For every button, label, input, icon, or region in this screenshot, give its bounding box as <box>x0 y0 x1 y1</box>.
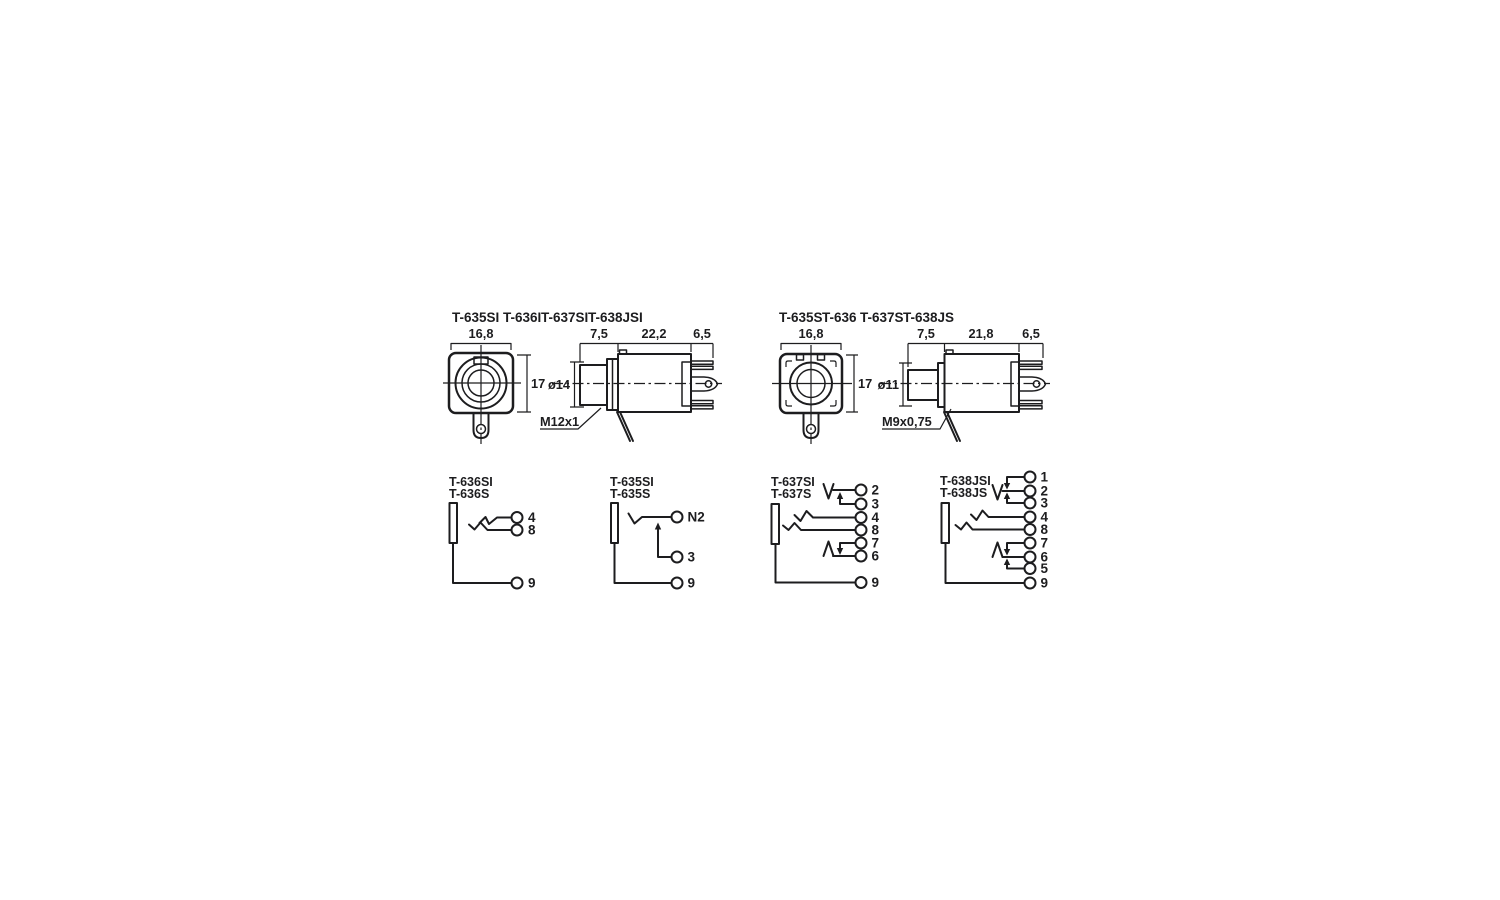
pin <box>691 406 713 409</box>
terminal-label: 3 <box>1040 495 1049 511</box>
threaded-bushing <box>908 370 938 400</box>
model-name: T-638JSI <box>588 310 643 325</box>
up-arrowhead <box>837 492 843 499</box>
schematic-t637 <box>771 475 880 590</box>
body-length-dim: 22,2 <box>641 326 667 341</box>
terminal-circle <box>856 538 867 549</box>
pin <box>1019 406 1042 409</box>
terminal-label: 9 <box>871 575 880 590</box>
switch-lever <box>617 412 633 441</box>
sleeve-wire <box>776 544 856 583</box>
terminal-circle <box>856 577 867 588</box>
terminal-label: 4 <box>528 510 536 525</box>
schematic-title: T-638JS <box>940 486 988 500</box>
schematic-t636 <box>449 475 536 591</box>
left-side-view <box>540 326 722 441</box>
pin <box>691 366 713 369</box>
tip-contact-wire <box>795 511 856 521</box>
terminal-label: 9 <box>528 575 536 591</box>
down-arrowhead <box>1004 483 1010 490</box>
terminal-label: 1 <box>1040 469 1049 485</box>
terminal-circle <box>1025 498 1036 509</box>
schematic-title: T-636S <box>449 487 490 501</box>
thread-spec: M12x1 <box>540 414 580 429</box>
up-arrowhead <box>1004 559 1010 566</box>
v-contact-symbol <box>993 485 1003 500</box>
terminal-circle <box>672 552 683 563</box>
terminal-circle <box>1025 578 1036 589</box>
left-group-header <box>452 310 643 325</box>
pin <box>1019 366 1042 369</box>
pin <box>1019 361 1042 364</box>
terminal-label: 8 <box>528 522 536 538</box>
sleeve-wire <box>453 543 512 583</box>
front-height-dim: 17 <box>858 376 873 391</box>
sleeve-wire <box>946 543 1025 583</box>
terminal-label: 7 <box>1040 535 1049 551</box>
break-contact-wire <box>1007 496 1024 503</box>
schematic-t635 <box>610 475 705 591</box>
bushing-diameter-dim: ø11 <box>877 377 899 392</box>
pin <box>1019 401 1042 404</box>
terminal-label: 8 <box>871 522 880 538</box>
bushing-length-dim: 7,5 <box>590 326 608 341</box>
schematic-title: T-635SI <box>610 475 654 489</box>
terminal-circle <box>856 485 867 496</box>
terminal-circle <box>1025 563 1036 574</box>
terminal-label: 2 <box>871 482 880 498</box>
tip-contact-wire <box>971 511 1024 521</box>
model-name: T-635S <box>779 310 823 325</box>
bushing-diameter-dim: ø14 <box>547 377 570 392</box>
peak-contact-symbol <box>993 543 1003 558</box>
front-width-dim: 16,8 <box>468 326 494 341</box>
schematic-title: T-635S <box>610 487 651 501</box>
bushing-length-dim: 7,5 <box>917 326 935 341</box>
pin <box>691 401 713 404</box>
terminal-circle <box>512 578 523 589</box>
terminal-label: 6 <box>871 548 880 564</box>
terminal-circle <box>1025 552 1036 563</box>
jack-body-symbol <box>942 503 950 543</box>
terminal-circle <box>672 512 683 523</box>
down-arrowhead <box>837 548 843 555</box>
v-contact-symbol <box>824 484 834 499</box>
schematic-title: T-636SI <box>449 475 493 489</box>
contact-wire <box>783 523 856 530</box>
front-height-dim: 17 <box>531 376 546 391</box>
peak-contact-symbol <box>824 542 834 557</box>
body-step <box>620 350 627 354</box>
up-arrowhead <box>655 523 661 530</box>
body-step <box>946 350 953 354</box>
terminal-label: 6 <box>1040 549 1049 565</box>
terminal-label: 5 <box>1040 561 1049 576</box>
jack-body-symbol <box>611 503 618 543</box>
top-notch <box>797 355 804 361</box>
top-notch <box>818 355 825 361</box>
terminal-circle <box>1025 538 1036 549</box>
tip-contact-wire <box>629 514 672 524</box>
terminal-label: N2 <box>687 509 705 525</box>
terminal-label: 2 <box>1040 483 1049 499</box>
terminal-circle <box>856 499 867 510</box>
length-dim-lines <box>580 344 713 363</box>
terminal-label: 4 <box>1040 509 1049 525</box>
diameter-dim-lines <box>570 362 584 407</box>
contact-wire <box>956 523 1025 530</box>
tip-contact-wire <box>480 517 512 524</box>
terminal-label: 4 <box>871 510 880 525</box>
terminal-circle <box>856 525 867 536</box>
pin <box>691 361 713 364</box>
model-name: T-637S <box>860 310 904 325</box>
terminal-label: 8 <box>1040 522 1049 537</box>
schematic-title: T-638JSI <box>940 474 991 488</box>
terminal-circle <box>1025 472 1036 483</box>
terminal-circle <box>512 512 523 523</box>
model-name: T-638JS <box>903 310 955 325</box>
terminal-label: 7 <box>871 535 880 551</box>
right-group-header <box>779 310 954 325</box>
terminal-label: 3 <box>871 496 880 512</box>
terminal-circle <box>856 512 867 523</box>
pin-length-dim: 6,5 <box>1022 326 1040 341</box>
schematic-t638 <box>940 470 1049 591</box>
terminal-circle <box>1025 486 1036 497</box>
thread-spec: M9x0,75 <box>882 414 932 429</box>
terminal-label: 9 <box>1040 575 1049 591</box>
model-name: T-635SI <box>452 310 500 325</box>
model-name: T-636 <box>822 310 857 325</box>
body-length-dim: 21,8 <box>968 326 994 341</box>
up-arrowhead <box>1004 493 1010 500</box>
jack-body-symbol <box>772 504 780 544</box>
terminal-label: 3 <box>687 549 696 565</box>
front-width-dim: 16,8 <box>798 326 824 341</box>
terminal-circle <box>1025 524 1036 535</box>
model-name: T-636I <box>503 310 542 325</box>
schematic-title: T-637SI <box>771 475 815 489</box>
break-contact-wire <box>658 528 672 557</box>
model-name: T-637SI <box>541 310 589 325</box>
terminal-circle <box>512 525 523 536</box>
terminal-circle <box>672 578 683 589</box>
down-arrowhead <box>1004 549 1010 556</box>
terminal-circle <box>1025 512 1036 523</box>
right-front-view <box>772 326 872 444</box>
schematic-title: T-637S <box>771 487 812 501</box>
terminal-label: 9 <box>687 575 696 591</box>
pin-length-dim: 6,5 <box>693 326 711 341</box>
break-contact-wire <box>1007 543 1024 552</box>
sleeve-wire <box>615 543 672 583</box>
right-side-view <box>878 326 1050 441</box>
left-front-view <box>443 326 545 444</box>
threaded-bushing <box>580 365 607 405</box>
jack-body-symbol <box>450 503 458 543</box>
terminal-circle <box>856 551 867 562</box>
